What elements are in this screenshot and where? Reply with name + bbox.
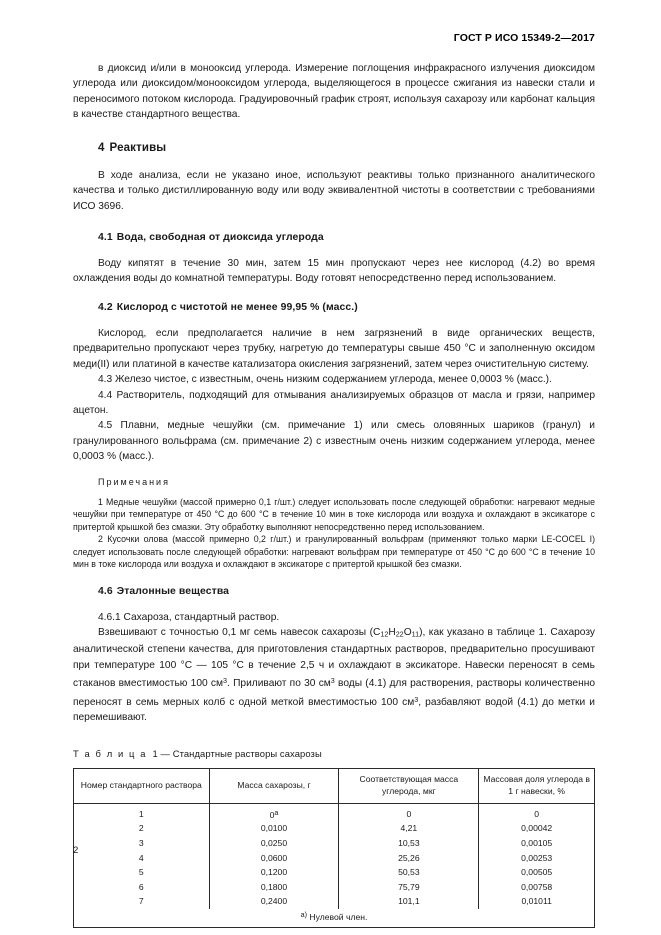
section-4-2-number: 4.2 — [98, 302, 113, 314]
section-4-5-paragraph: 4.5 Плавни, медные чешуйки (см. примечание 1) или смесь оловянных шариков (гранул) и гранулированного вольфрама (см. примечание 2) с известным очень низким содержанием углерода, менее 0,0003 % (масс.). — [73, 420, 595, 463]
footnote-marker-a: a) — [300, 910, 308, 920]
cubic-superscript: 3 — [223, 675, 227, 685]
cell-carbon-fraction: 0,00758 — [479, 880, 595, 895]
table-caption-number: 1 — [152, 747, 158, 759]
formula-subscript-11: 11 — [411, 629, 420, 639]
cell-carbon-mass: 25,26 — [339, 851, 479, 866]
page-number: 2 — [73, 845, 79, 856]
table-row — [74, 880, 595, 895]
table-footnote-row — [74, 909, 595, 927]
cell-sucrose-mass: 0,1200 — [209, 866, 339, 881]
page-content — [73, 0, 595, 928]
table-row — [74, 851, 595, 866]
section-4-1-title: Вода, свободная от диоксида углерода — [116, 232, 324, 244]
note-item: 1 Медные чешуйки (массой примерно 0,1 г/шт.) следует использовать после следующей обработки: нагревают медные чешуйки при температуре от 450 °С до 600 °С в течение 10 мин в токе кислорода или воздуха и охлаждают в эксикаторе с притертой крышкой без смазки. Эту обработку выполняют непосредственно перед использованием. — [73, 496, 595, 532]
cell-carbon-mass: 0 — [339, 804, 479, 822]
cell-carbon-mass: 101,1 — [339, 895, 479, 910]
cell-solution-number: 4 — [74, 851, 210, 866]
cell-solution-number: 3 — [74, 836, 210, 851]
section-4-6-title: Эталонные вещества — [116, 586, 230, 598]
cell-carbon-fraction: 0 — [479, 804, 595, 822]
cell-sucrose-mass: 0,2400 — [209, 895, 339, 910]
cell-solution-number: 5 — [74, 866, 210, 881]
cell-sucrose-mass — [209, 804, 339, 822]
section-4-6-number: 4.6 — [98, 586, 113, 598]
cell-sucrose-mass: 0,0100 — [209, 822, 339, 837]
table-header-row — [74, 768, 595, 803]
cell-solution-number: 1 — [74, 804, 210, 822]
section-4-4-paragraph: 4.4 Растворитель, подходящий для отмывания анализируемых образцов от масла и грязи, например ацетон. — [73, 389, 595, 416]
formula-h: H — [388, 627, 396, 639]
section-4-3-paragraph: 4.3 Железо чистое, с известным, очень низким содержанием углерода, менее 0,0003 % (масс.). — [98, 374, 552, 386]
cell-carbon-mass: 75,79 — [339, 880, 479, 895]
table-footnote — [74, 909, 595, 927]
section-4-6-1-heading — [73, 610, 595, 625]
section-4-number: 4 — [98, 141, 105, 154]
section-4-6-heading — [73, 584, 595, 599]
standard-number-header: ГОСТ Р ИСО 15349-2—2017 — [453, 32, 595, 44]
intro-paragraph: в диоксид и/или в монооксид углерода. Измерение поглощения инфракрасного излучения диоксидом углерода или диоксидом/монооксидом углерода, выделяющегося в процессе сжигания из навески стали и переносимого потоком кислорода. Градуировочный график строят, используя сахарозу или карбонат кальция в качестве стандартного вещества. — [73, 63, 595, 121]
sucrose-text-part-3: . Приливают по 30 см — [227, 678, 331, 690]
column-header-carbon-fraction: Массовая доля углерода в 1 г навески, % — [479, 768, 595, 803]
section-4-title: Реактивы — [109, 141, 167, 154]
section-4-paragraph: В ходе анализа, если не указано иное, используют реактивы только признанного аналитического качества и только дистиллированную воду или воду эквивалентной чистоты в соответствии с требованиями ИСО 3696. — [73, 170, 595, 212]
sucrose-text-part-1: Взвешивают с точностью 0,1 мг семь навесок сахарозы (C — [98, 627, 381, 639]
cell-carbon-fraction: 0,00505 — [479, 866, 595, 881]
column-header-solution-number: Номер стандартного раствора — [74, 768, 210, 803]
section-4-1-heading — [73, 230, 595, 245]
cell-carbon-mass: 4,21 — [339, 822, 479, 837]
table-caption-dash: — — [160, 747, 170, 759]
formula-o: O — [403, 627, 412, 639]
table-row — [74, 822, 595, 837]
section-4-heading — [73, 141, 595, 156]
notes-label: Примечания — [98, 476, 170, 487]
table-caption — [73, 746, 595, 761]
cubic-superscript: 3 — [330, 675, 335, 685]
table-row — [74, 866, 595, 881]
cell-sucrose-mass: 0,0250 — [209, 836, 339, 851]
cell-sucrose-mass: 0,0600 — [209, 851, 339, 866]
sucrose-text-part-2: ), как указано в таблице 1. Сахарозу аналитической степени качества, для приготовления стандартных растворов, предварительно просушивают при температуре 100 °С — 105 °С в течение 2,5 ч и охлаждают в эксикаторе. Навески переносят в семь стаканов вместимостью 100 см — [73, 627, 596, 690]
section-4-6-1-number: 4.6.1 — [98, 611, 121, 623]
column-header-sucrose-mass: Масса сахарозы, г — [209, 768, 339, 803]
sucrose-text-part-5: , разбавляют водой (4.1) до метки и перемешивают. — [73, 696, 595, 724]
footnote-marker-a: a — [274, 808, 279, 818]
cell-carbon-fraction: 0,01011 — [479, 895, 595, 910]
cell-value: 0 — [269, 810, 275, 821]
cell-carbon-mass: 50,53 — [339, 866, 479, 881]
footnote-text: Нулевой член. — [309, 912, 368, 923]
cell-sucrose-mass: 0,1800 — [209, 880, 339, 895]
section-4-2-title: Кислород с чистотой не менее 99,95 % (масс.) — [116, 302, 358, 314]
section-4-6-1-title: Сахароза, стандартный раствор. — [123, 611, 280, 623]
section-4-6-1-paragraph — [73, 625, 595, 725]
cell-carbon-fraction: 0,00105 — [479, 836, 595, 851]
table-body — [74, 804, 595, 928]
cell-carbon-mass: 10,53 — [339, 836, 479, 851]
sucrose-standards-table — [73, 768, 595, 928]
cubic-superscript: 3 — [414, 694, 419, 704]
table-caption-title: Стандартные растворы сахарозы — [172, 747, 322, 759]
table-row — [74, 836, 595, 851]
formula-subscript-22: 22 — [395, 629, 404, 639]
cell-carbon-fraction: 0,00042 — [479, 822, 595, 837]
table-row — [74, 895, 595, 910]
table-row — [74, 804, 595, 822]
section-4-2-paragraph: Кислород, если предполагается наличие в нем загрязнений в виде органических веществ, предварительно пропускают через трубку, нагретую до температуры свыше 450 °С и заполненную оксидом меди(II) или платиной в качестве катализатора окисления загрязнений, затем через очистительную систему. — [73, 327, 595, 370]
table-head — [74, 768, 595, 803]
section-4-2-heading — [73, 300, 595, 315]
note-item: 2 Кусочки олова (массой примерно 0,2 г/шт.) и гранулированный вольфрам (применяют только марки LE-COCEL I) следует использовать после следующей обработки: нагревают вольфрам при температуре от 450 °С до 600 °С в течение 10 мин в токе кислорода или воздуха и охлаждают в эксикаторе с притертой крышкой без смазки. — [73, 534, 595, 569]
sucrose-text-part-4: воды (4.1) для растворения, растворы количественно переносят в семь мерных колб с одной меткой вместимостью 100 см — [73, 678, 595, 708]
table-caption-label: Т а б л и ц а — [73, 747, 148, 759]
section-4-1-paragraph: Воду кипятят в течение 30 мин, затем 15 мин пропускают через нее кислород (4.2) во время охлаждения воды до комнатной температуры. Воду готовят непосредственно перед использованием. — [73, 257, 595, 285]
cell-solution-number: 7 — [74, 895, 210, 910]
cell-solution-number: 6 — [74, 880, 210, 895]
cell-solution-number: 2 — [74, 822, 210, 837]
cell-carbon-fraction: 0,00253 — [479, 851, 595, 866]
section-4-1-number: 4.1 — [98, 232, 113, 244]
column-header-carbon-mass: Соответствующая масса углерода, мкг — [339, 768, 479, 803]
formula-subscript-12: 12 — [380, 629, 389, 639]
